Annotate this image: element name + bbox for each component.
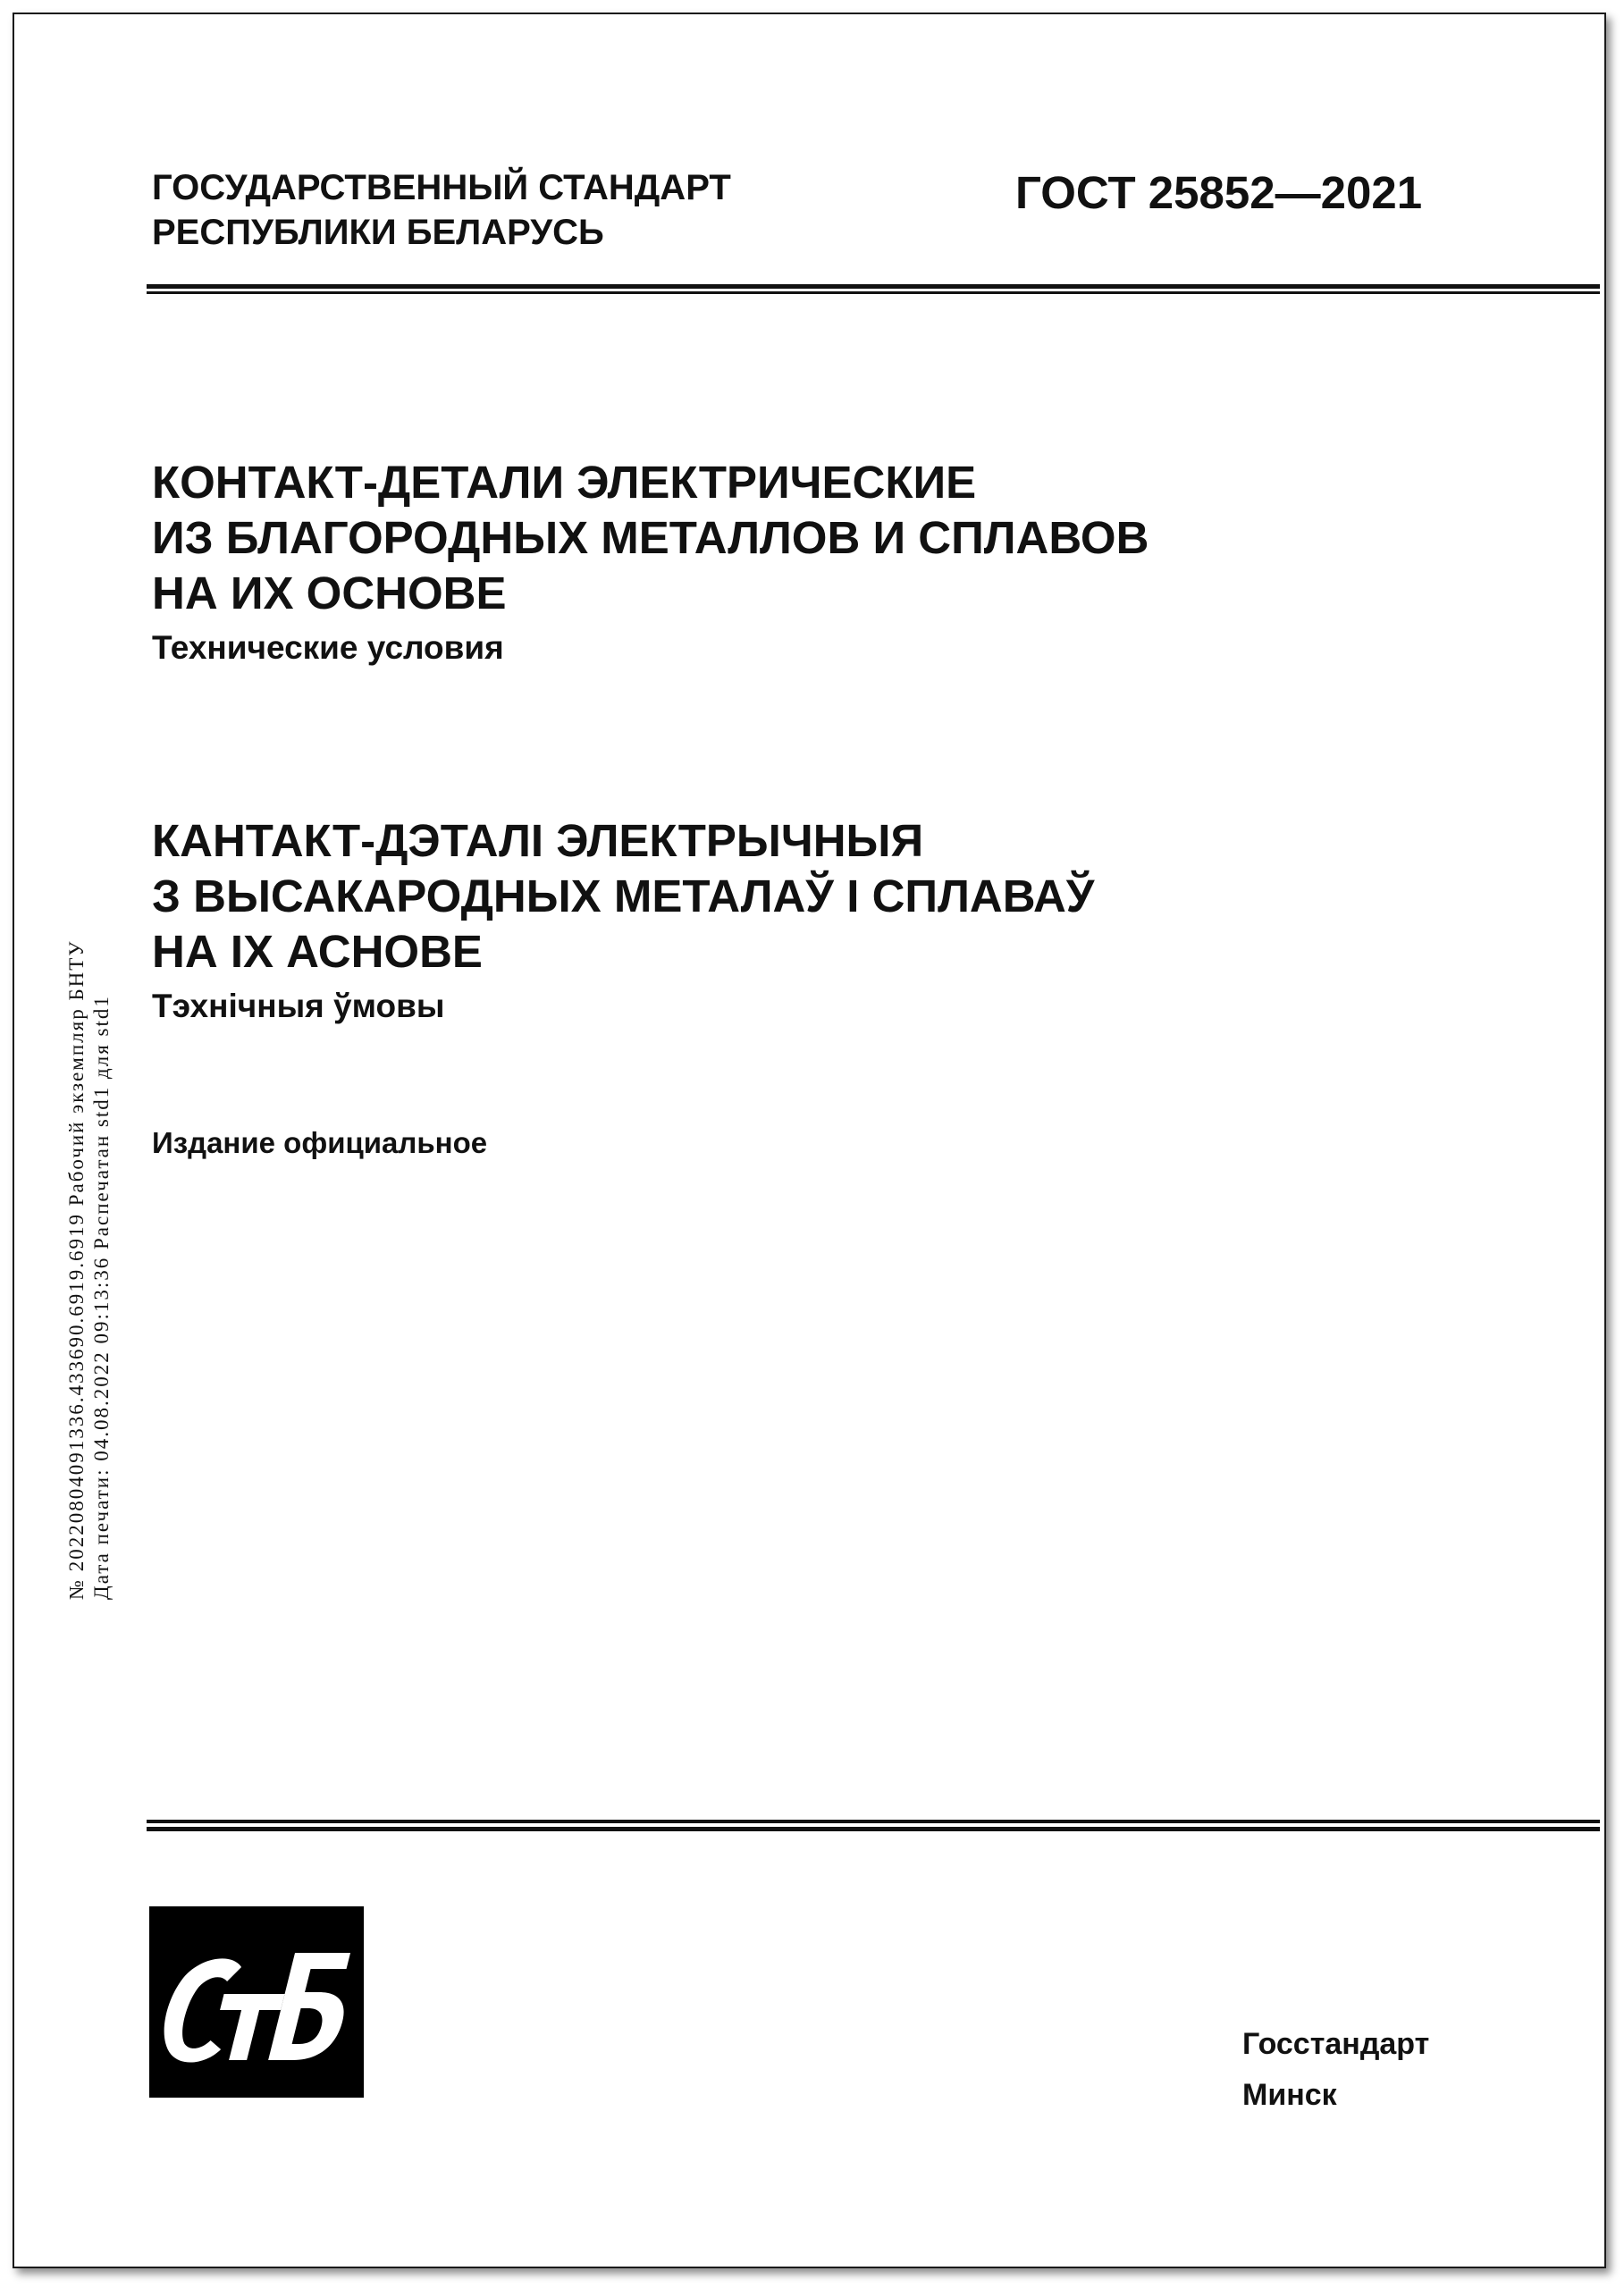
subtitle-by: Тэхнічныя ўмовы: [152, 988, 445, 1024]
organization-line-1: ГОСУДАРСТВЕННЫЙ СТАНДАРТ: [152, 168, 731, 207]
footer-divider-top: [147, 1820, 1600, 1823]
title-by-line-3: НА ІХ АСНОВЕ: [152, 926, 483, 977]
title-ru-line-2: ИЗ БЛАГОРОДНЫХ МЕТАЛЛОВ И СПЛАВОВ: [152, 512, 1149, 563]
stb-logo-icon: [149, 1906, 364, 2098]
stb-logo-mark: [149, 1906, 364, 2098]
title-ru-line-1: КОНТАКТ-ДЕТАЛИ ЭЛЕКТРИЧЕСКИЕ: [152, 457, 977, 508]
header-divider-thin: [147, 291, 1600, 294]
title-ru-line-3: НА ИХ ОСНОВЕ: [152, 568, 507, 618]
title-belarusian: [152, 813, 1095, 1026]
title-russian: [152, 455, 1149, 668]
footer-divider-bottom: [147, 1827, 1600, 1831]
organization-line-2: РЕСПУБЛИКИ БЕЛАРУСЬ: [152, 213, 604, 252]
subtitle-ru: Технические условия: [152, 629, 504, 666]
publisher-block: [1242, 2019, 1429, 2121]
standard-number: ГОСТ 25852—2021: [1015, 167, 1423, 218]
title-by-line-1: КАНТАКТ-ДЭТАЛІ ЭЛЕКТРЫЧНЫЯ: [152, 815, 924, 866]
side-print-line-2: Дата печати: 04.08.2022 09:13:36 Распечатан std1 для std1: [90, 995, 113, 1600]
side-print-stamp: [64, 939, 114, 1600]
edition-note: Издание официальное: [152, 1126, 488, 1159]
publisher-name: Госстандарт: [1242, 2027, 1430, 2061]
publisher-city: Минск: [1242, 2078, 1337, 2112]
header-divider-thick: [147, 284, 1600, 289]
issuing-organization: [152, 165, 731, 255]
side-print-line-1: № 20220804091336.433690.6919.6919 Рабочий экземпляр БНТУ: [65, 939, 88, 1600]
title-by-line-2: З ВЫСАКАРОДНЫХ МЕТАЛАЎ І СПЛАВАЎ: [152, 871, 1095, 921]
